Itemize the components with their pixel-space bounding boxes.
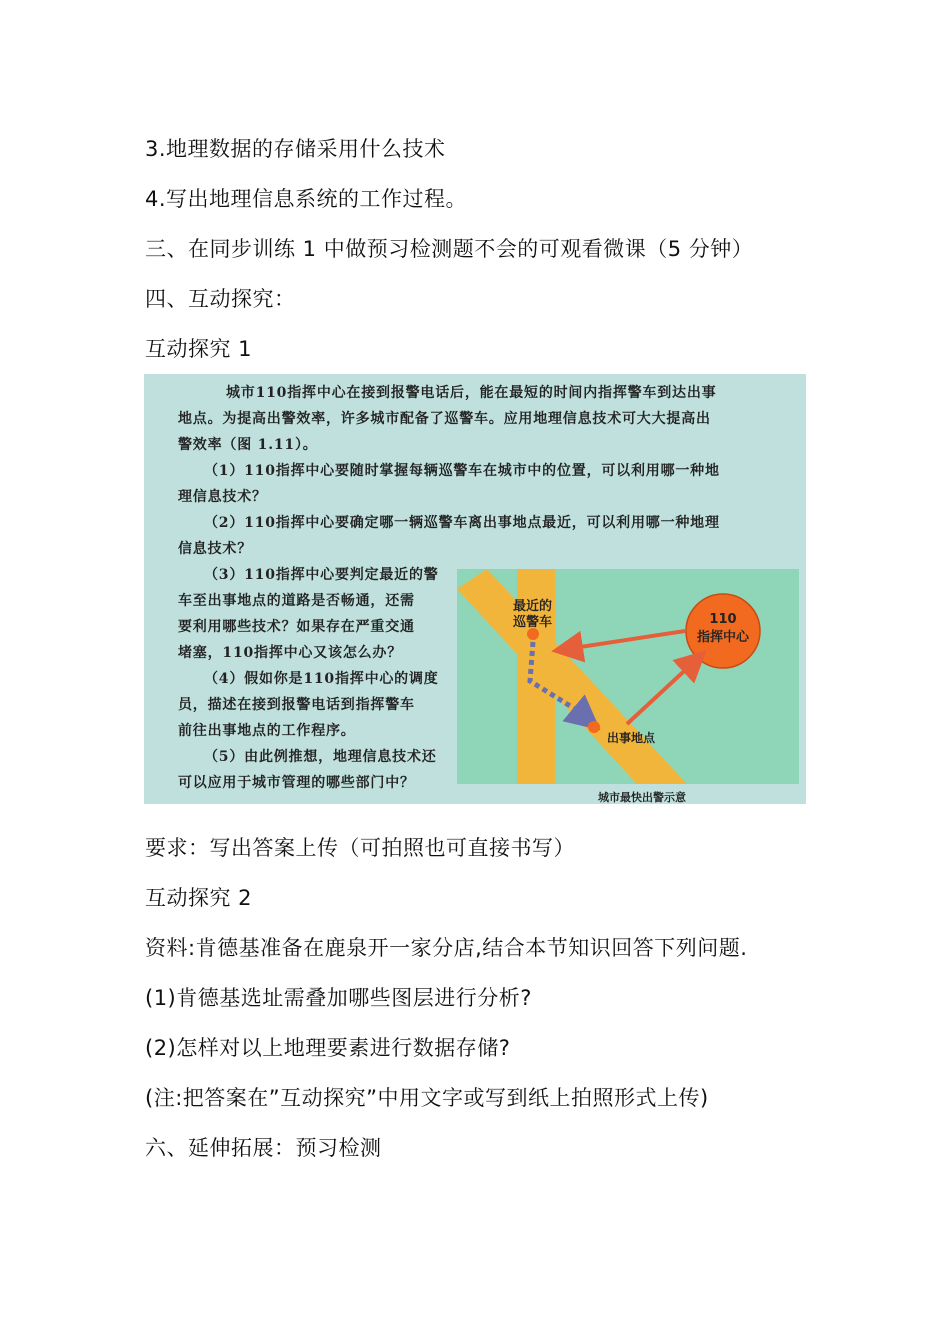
figure-text-line: （3）110指挥中心要判定最近的警: [204, 567, 439, 583]
command-center-label: [686, 611, 760, 647]
section-3-heading: 三、在同步训练 1 中做预习检测题不会的可观看微课（5 分钟）: [145, 237, 754, 261]
figure-text-line: （5）由此例推想，地理信息技术还: [204, 749, 437, 765]
figure-caption: 城市最快出警示意: [598, 791, 686, 804]
inquiry-2-heading: 互动探究 2: [145, 886, 253, 910]
question-4: 4.写出地理信息系统的工作过程。: [145, 187, 468, 211]
inquiry-1-heading: 互动探究 1: [145, 337, 253, 361]
nearest-car-label-line1: 最近的: [513, 599, 553, 614]
textbook-figure: [144, 374, 806, 804]
road-diagonal: [457, 569, 687, 784]
section-4-heading: 四、互动探究：: [145, 287, 296, 311]
figure-text-line: 要利用哪些技术？如果存在严重交通: [178, 619, 415, 635]
question-3: 3.地理数据的存储采用什么技术: [145, 137, 446, 161]
figure-text-line: 前往出事地点的工作程序。: [178, 723, 356, 739]
dispatch-map: [457, 569, 799, 784]
upload-note: (注:把答案在”互动探究”中用文字或写到纸上拍照形式上传): [145, 1086, 709, 1110]
figure-text-line: 车至出事地点的道路是否畅通，还需: [178, 593, 415, 609]
figure-text-line: 理信息技术？: [178, 489, 267, 505]
figure-text-line: （4）假如你是110指挥中心的调度: [204, 671, 439, 687]
figure-text-line: （1）110指挥中心要随时掌握每辆巡警车在城市中的位置，可以利用哪一种地: [204, 463, 720, 479]
dispatch-map-graphic: [457, 569, 799, 784]
arrow-center-to-car: [567, 631, 685, 649]
nearest-car-label: [513, 599, 552, 631]
command-center-label-line1: 110: [709, 612, 737, 627]
incident-label: 出事地点: [607, 731, 656, 745]
question-kfc-1: (1)肯德基选址需叠加哪些图层进行分析?: [145, 986, 532, 1010]
nearest-car-label-line2: 巡警车: [513, 615, 553, 630]
figure-text-line: 城市110指挥中心在接到报警电话后，能在最短的时间内指挥警车到达出事: [226, 385, 717, 401]
requirement-text: 要求：写出答案上传（可拍照也可直接书写）: [145, 836, 575, 860]
material-text: 资料:肯德基准备在鹿泉开一家分店,结合本节知识回答下列问题.: [145, 936, 748, 960]
figure-text-line: 信息技术？: [178, 541, 252, 557]
incident-dot: [588, 721, 600, 733]
question-kfc-2: (2)怎样对以上地理要素进行数据存储?: [145, 1036, 511, 1060]
figure-text-line: 员，描述在接到报警电话到指挥警车: [178, 697, 415, 713]
arrow-incident-to-center: [627, 661, 695, 724]
command-center-label-line2: 指挥中心: [696, 630, 749, 645]
figure-text-line: 警效率（图 1.11）。: [178, 437, 318, 453]
figure-text-line: 可以应用于城市管理的哪些部门中？: [178, 775, 415, 791]
figure-text-line: 堵塞，110指挥中心又该怎么办？: [178, 645, 403, 661]
figure-text-line: （2）110指挥中心要确定哪一辆巡警车离出事地点最近，可以利用哪一种地理: [204, 515, 720, 531]
section-6-heading: 六、延伸拓展：预习检测: [145, 1136, 382, 1160]
figure-text-line: 地点。为提高出警效率，许多城市配备了巡警车。应用地理信息技术可大大提高出: [178, 411, 711, 427]
